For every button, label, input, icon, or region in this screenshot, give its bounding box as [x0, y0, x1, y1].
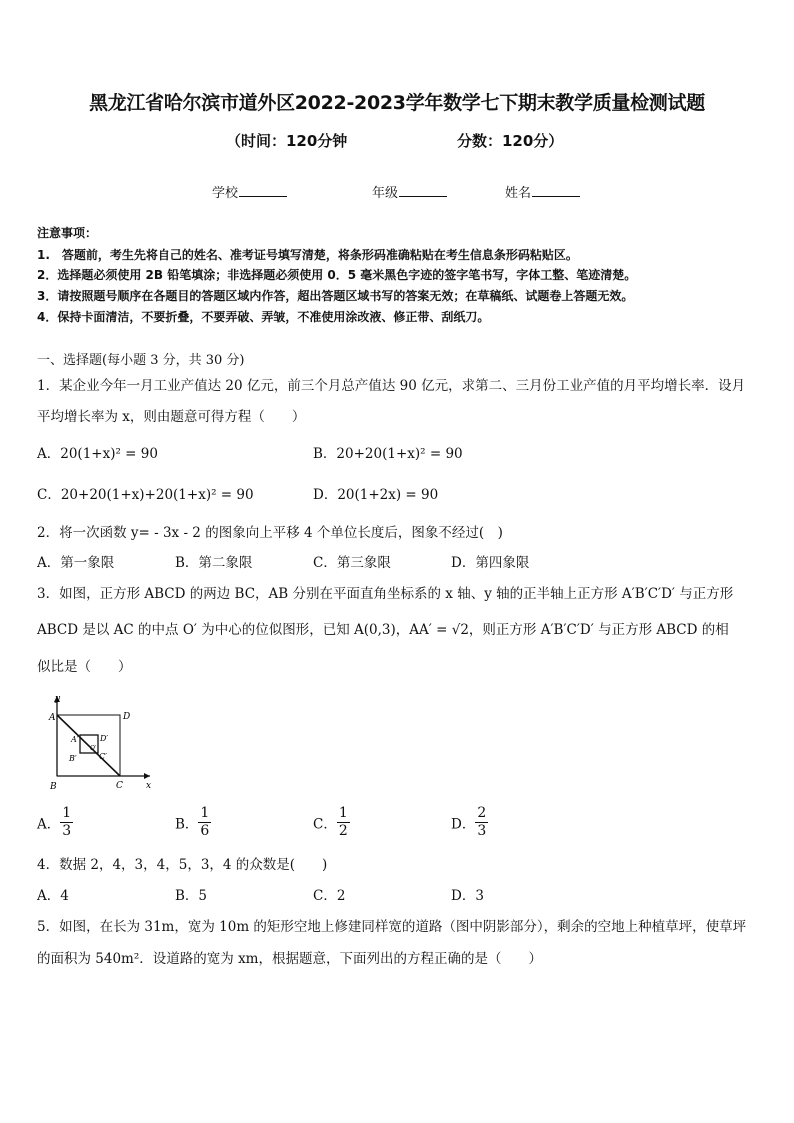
label-o-prime: O′: [90, 745, 97, 752]
q1-option-d: D．20(1+2x) = 90: [313, 487, 439, 503]
q5-line1: 5．如图，在长为 31m，宽为 10m 的矩形空地上修建同样宽的道路（图中阴影部分），剩余的空地上种植草坪，使草坪: [37, 919, 747, 935]
q3-option-c-denominator: 2: [338, 823, 348, 839]
q2-option-c: C．第三象限: [313, 555, 391, 571]
notice-item-3: 3．请按照题号顺序在各题目的答题区域内作答，超出答题区域书写的答案无效；在草稿纸、试题卷上答题无效。: [37, 289, 634, 303]
label-c: C: [116, 781, 123, 791]
q3-option-b: [175, 805, 211, 840]
name-label: 姓名: [505, 186, 532, 201]
q3-figure: [40, 690, 155, 795]
notice-heading: 注意事项：: [37, 226, 98, 240]
grade-blank: [399, 184, 447, 197]
q3-line2: ABCD 是以 AC 的中点 O′ 为中心的位似图形，已知 A(0,3)，AA′ = √2，则正方形 A′B′C′D′ 与正方形 ABCD 的相: [37, 622, 729, 638]
q4-option-d: D．3: [451, 888, 484, 904]
q3-option-c-numerator: 1: [338, 805, 348, 821]
label-d-prime: D′: [100, 734, 109, 743]
label-b-prime: B′: [69, 754, 77, 763]
q1-option-a: A．20(1+x)² = 90: [37, 446, 158, 462]
q4-option-b: B．5: [175, 888, 208, 904]
label-b: B: [50, 782, 57, 792]
q3-option-a-denominator: 3: [62, 823, 72, 839]
q3-option-b-denominator: 6: [200, 823, 210, 839]
q5-line2: 的面积为 540m²．设道路的宽为 xm，根据题意，下面列出的方程正确的是（ ）: [37, 951, 542, 967]
label-x: x: [146, 781, 152, 791]
label-y: y: [55, 694, 61, 704]
section-heading: 一、选择题(每小题 3 分，共 30 分): [37, 353, 245, 368]
q3-option-d: [451, 805, 488, 840]
exam-time: （时间：120分钟: [226, 132, 348, 150]
q4-text: 4．数据 2，4，3，4，5，3，4 的众数是( ): [37, 857, 328, 873]
q3-option-d-label: D．: [451, 816, 476, 833]
q4-option-c: C．2: [313, 888, 346, 904]
x-axis-arrow: [144, 773, 150, 779]
grade-label: 年级: [372, 186, 399, 201]
name-field: [505, 182, 580, 201]
q3-option-b-label: B．: [175, 816, 199, 833]
q2-option-a: A．第一象限: [37, 555, 115, 571]
name-blank: [532, 184, 580, 197]
q3-option-a-label: A．: [37, 816, 61, 833]
school-label: 学校: [212, 186, 239, 201]
q2-option-d: D．第四象限: [451, 555, 530, 571]
q3-option-a-numerator: 1: [62, 805, 72, 821]
q1-option-c: C．20+20(1+x)+20(1+x)² = 90: [37, 487, 254, 503]
label-a: A: [49, 713, 56, 723]
q3-option-c: [313, 805, 350, 840]
q2-text: 2．将一次函数 y= - 3x - 2 的图象向上平移 4 个单位长度后，图象不经过( ): [37, 525, 503, 541]
q3-option-a: [37, 805, 73, 840]
notice-item-2: 2．选择题必须使用 2B 铅笔填涂；非选择题必须使用 0．5 毫米黑色字迹的签字笔书写，字体工整、笔迹清楚。: [37, 268, 637, 282]
notice-item-4: 4．保持卡面清洁，不要折叠，不要弄破、弄皱，不准使用涂改液、修正带、刮纸刀。: [37, 310, 490, 324]
grade-field: [372, 182, 447, 201]
q3-option-d-numerator: 2: [477, 805, 487, 821]
q3-option-b-numerator: 1: [200, 805, 210, 821]
exam-score: 分数：120分）: [457, 132, 564, 150]
q3-line3: 似比是（ ）: [37, 659, 132, 675]
label-a-prime: A′: [71, 735, 79, 744]
q4-option-a: A．4: [37, 888, 69, 904]
q1-line2: 平均增长率为 x，则由题意可得方程（ ）: [37, 409, 306, 425]
school-field: [212, 182, 287, 201]
q3-line1: 3．如图，正方形 ABCD 的两边 BC，AB 分别在平面直角坐标系的 x 轴、y 轴的正半轴上正方形 A′B′C′D′ 与正方形: [37, 586, 734, 602]
q3-option-d-denominator: 3: [477, 823, 487, 839]
q2-option-b: B．第二象限: [175, 555, 253, 571]
q3-option-c-label: C．: [313, 816, 337, 833]
diagonal-ac: [57, 715, 120, 776]
notice-item-1: 1. 答题前，考生先将自己的姓名、准考证号填写清楚，将条形码准确粘贴在考生信息条形码粘贴区。: [37, 248, 578, 262]
q1-option-b: B．20+20(1+x)² = 90: [313, 446, 463, 462]
school-blank: [239, 184, 287, 197]
page-title: 黑龙江省哈尔滨市道外区2022-2023学年数学七下期末教学质量检测试题: [89, 92, 705, 114]
label-d: D: [123, 712, 131, 722]
q1-line1: 1．某企业今年一月工业产值达 20 亿元，前三个月总产值达 90 亿元，求第二、三月份工业产值的月平均增长率．设月: [37, 378, 746, 394]
label-c-prime: C′: [99, 752, 107, 761]
